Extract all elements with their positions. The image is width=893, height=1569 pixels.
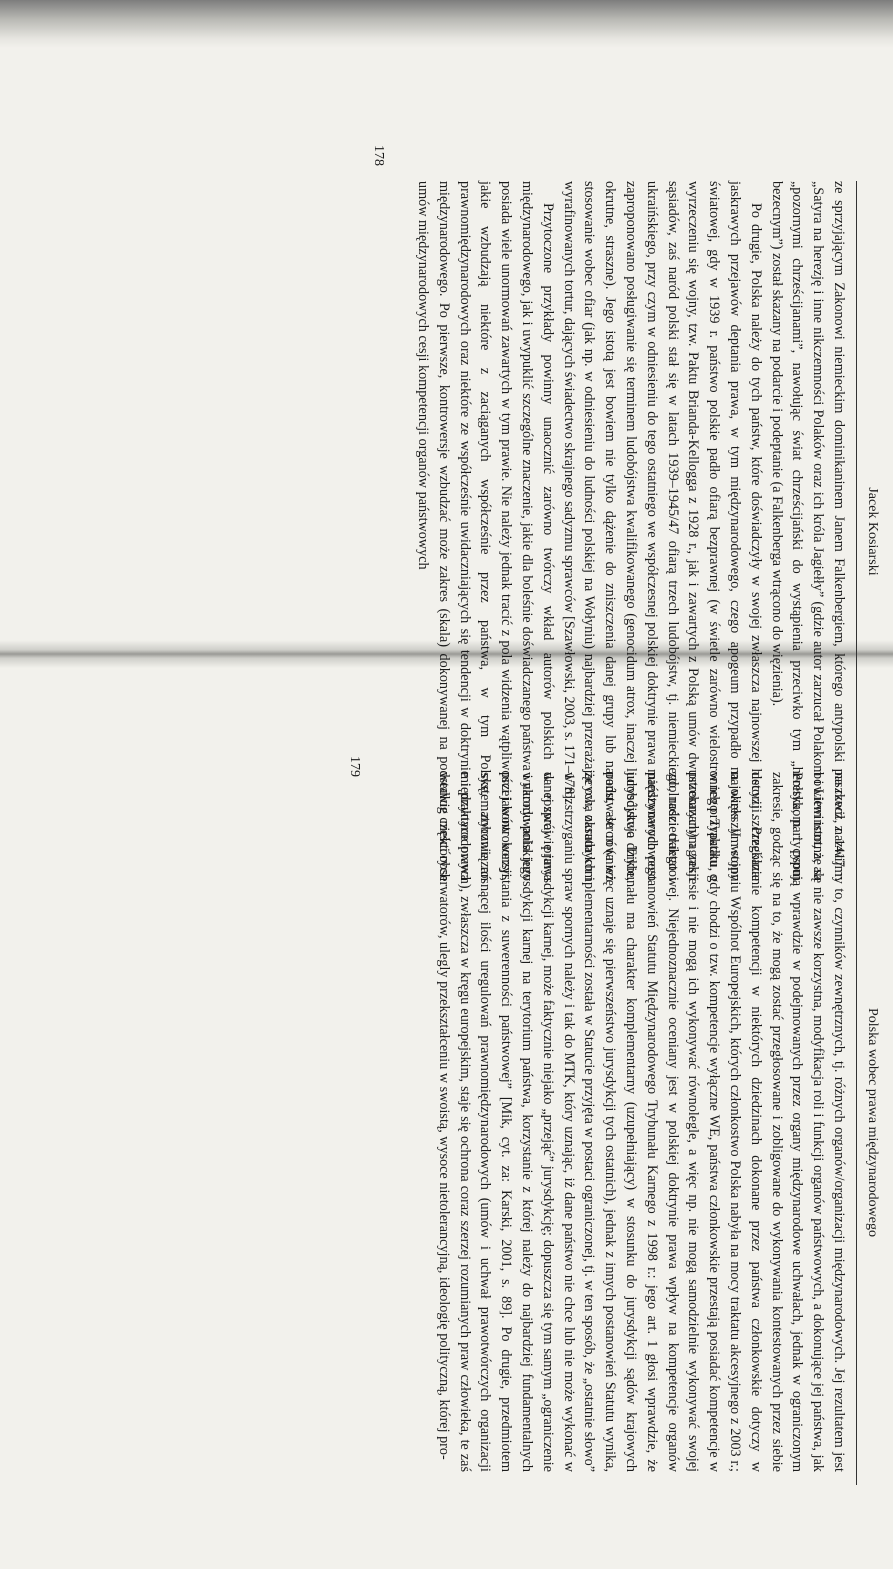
paragraph: ze sprzyjającym Zakonowi niemieckim dominikaninem Janem Falkenbergiem, którego antypolski paszkwil z 1417 r. „Satyra na herezję i inne nikczemności Polaków oraz ich króla Jagiełły” (gdzie autor zarzucał Polakom i Litwinom, że są „pozornymi chrześcijanami”, nawołując świat chrześcijański do wystąpienia przeciwko tym „heretykom i psom bezecnym”) został skazany na podarcie i podeptanie (a Falkenberga wtrącono do więzienia).: [768, 181, 847, 881]
running-head-title: Polska wobec prawa międzynarodowego: [865, 1008, 880, 1237]
paragraph: na rzecz, nazwijmy to, czynników zewnętrznych, tj. różnych organów/organizacji międzynarodowych. Jej rezultatem jest bowiem istotna, ale nie zawsze korzystna, modyfikacja roli i funkcji organów państwowych, a dokonujące jej państwa, jak Polska, partycypują wprawdzie w podejmowanych przez organy międzynarodowe uchwałach, jednak w ograniczonym zakresie, godząc się na to, że mogą zostać przegłosowane i zobligowane do wykonywania kontestowanych przez siebie decyzji. Przekazanie kompetencji w niektórych dziedzinach dokonane przez państwa członkowskie dotyczy w największym stopniu Wspólnot Europejskich, których członkostwo Polska nabyła na mocy traktatu akcesyjnego z 2003 r.; w ich przypadku, gdy chodzi o tzw. kompetencje wyłączne WE, państwa członkowskie przestają posiadać kompetencje w przekazanym zakresie i nie mogą ich wykonywać równolegle, a więc np. nie mogą samodzielnie wykonywać swojej zdolności traktatowej. Niejednoznacznie oceniany jest w polskiej doktrynie prawa wpływ na kompetencje organów państwowych postanowień Statutu Międzynarodowego Trybunału Karnego z 1998 r.: jego art. 1 głosi wprawdzie, że jurysdykcja Trybunału ma charakter komplementarny (uzupełniający) w stosunku do jurysdykcji sądów krajowych państw-stron (a więc uznaje się pierwszeństwo jurysdykcji tych ostatnich), jednak z innych postanowień Statutu wynika, że owa zasada komplementarności została w Statucie przyjęta w postaci ograniczonej, tj. w ten sposób, że „ostatnie słowo” w rozstrzyganiu spraw spornych należy i tak do MTK, który uznając, iż dane państwo nie chce lub nie może wykonać w danej sprawie jurysdykcji karnej, może faktycznie niejako „przejąć” jurysdykcję; dopuszcza się tym samym „ograniczenie wykonywania jurysdykcji karnej na terytorium państwa, korzystanie z której należy do najbardziej fundamentalnych przejawów korzystania z suwerenności państwowej” [Mik, cyt. za: Karski, 2001, s. 89]. Po drugie, przedmiotem systematycznie rosnącej ilości uregulowań prawnomiędzynarodowych (umów i uchwał prawotwórczych organizacji międzynarodowych), zwłaszcza w kręgu europejskim, staje się ochrona coraz szerzej rozumianych praw człowieka, te zaś według części obserwatorów, ulegly przekształceniu w swoistą, wysoce nietolerancyjną, ideologię polityczną, której pro-: [435, 772, 847, 1472]
header-rule: [856, 772, 857, 1485]
page-179-body: [433, 772, 849, 1472]
page-179: [333, 676, 893, 1472]
paragraph: Przytoczone przykłady powinny unaocznić zarówno twórczy wkład autorów polskich w rozwój prawa międzynarodowego, jak i uwypuklić szczególne znaczenie, jakie dla boleśnie doświadczanego państwa i narodu polskiego posiada wiele unormowań zawartych w tym prawie. Nie należy jednak tracić z pola widzenia wątpliwości i kontrowersji, jakie wzbudzają niektóre z zaciąganych współcześnie przez państwa, w tym Polskę, zobowiązań prawnomiędzynarodowych oraz niektóre ze współcześnie uwidaczniających się tendencji w doktrynie i praktyce prawa międzynarodowego. Po pierwsze, kontrowersje wzbudzać może zakres (skala) dokonywanej na podstawie niektórych umów międzynarodowych cesji kompetencji organów państwowych: [415, 181, 556, 881]
page-number: 178: [371, 145, 386, 166]
running-head-author: Jacek Kosiarski: [865, 487, 880, 576]
scan-shadow-top: [0, 0, 893, 48]
page-number: 179: [347, 756, 362, 777]
paragraph: Po drugie, Polska należy do tych państw, które doświadczyły w swojej zwłaszcza najnowszej historii szczególnie jaskrawych przejawów deptania prawa, w tym międzynarodowego, czego apogeum przypadło na okres II wojny światowej, gdy w 1939 r. państwo polskie padło ofiarą bezprawnej (w świetle zarówno wielostronnego Traktatu o wyrzeczeniu się wojny, tzw. Paktu Brianda-Kellogga z 1928 r., jak i zawartych z Polską umów dwustronnych) agresji sąsiadów, zaś naród polski stał się w latach 1939–1945/47 ofiarą trzech ludobójstw, tj. niemieckiego, radzieckiego i ukraińskiego, przy czym w odniesieniu do tego ostatniego we współczesnej polskiej doktrynie prawa międzynarodowego zaproponowano posługiwanie się terminem ludobójstwa kwalifikowanego (genocidum atrox, inaczej ludobójstwo dzikie, okrutne, straszne). Jego istotą jest bowiem nie tylko dążenie do zniszczenia danej grupy lub narodu, ale również stosowanie wobec ofiar (jak np. w odniesieniu do ludności polskiej na Wołyniu) najbardziej przerażających, okrutnych i wyrafinowanych tortur, dających świadectwo skrajnego sadyzmu sprawców [Szawłowski, 2003, s. 171–178].: [560, 181, 764, 881]
